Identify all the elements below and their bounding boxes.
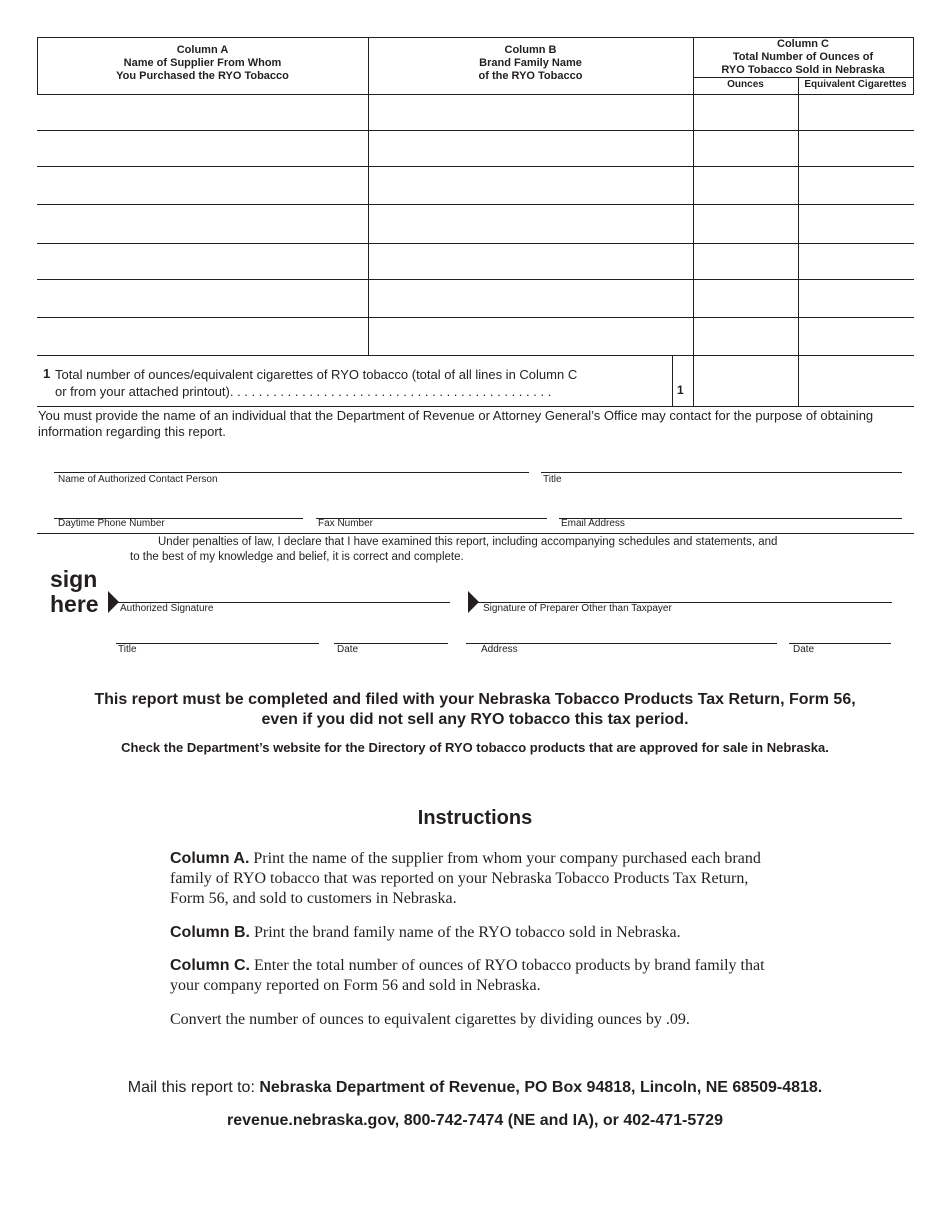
contact-line: revenue.nebraska.gov, 800-742-7474 (NE and IA), or 402-471-5729 (227, 1112, 723, 1129)
preparer-signature-field[interactable] (477, 584, 892, 603)
preparer-signature-label: Signature of Preparer Other than Taxpayer (483, 603, 672, 614)
instruction-col-b (170, 923, 780, 943)
mail-address: Nebraska Department of Revenue, PO Box 94818, Lincoln, NE 68509-4818. (259, 1079, 823, 1096)
equivalent-cell[interactable] (799, 280, 913, 317)
authorized-signature-field[interactable] (116, 584, 450, 603)
instruction-col-b-text: Print the brand family name of the RYO tobacco sold in Nebraska. (254, 924, 681, 941)
contact-name-label: Name of Authorized Contact Person (58, 474, 218, 485)
ounces-cell[interactable] (694, 318, 798, 355)
here-word: here (50, 591, 99, 617)
equivalent-cell[interactable] (799, 205, 913, 243)
instructions-heading: Instructions (417, 807, 533, 829)
col-b-line1: Brand Family Name (479, 57, 582, 69)
instruction-col-a-text: Print the name of the supplier from whom your company purchased each brand family of RYO tobacco that was reported on your Nebraska Tobacco Products Tax Return, Form 56, and sold to customers in Nebraska. (170, 850, 761, 907)
ounces-cell[interactable] (694, 167, 798, 204)
declaration-line-1: Under penalties of law, I declare that I have examined this report, including accompanying schedules and statements, and (158, 536, 778, 548)
line-1-text-a: Total number of ounces/equivalent cigarettes of RYO tobacco (total of all lines in Column C (55, 367, 578, 382)
supplier-cell[interactable] (38, 280, 368, 317)
notice-check: Check the Department’s website for the Directory of RYO tobacco products that are approved for sale in Nebraska. (121, 740, 829, 755)
fax-label: Fax Number (318, 518, 374, 529)
line-1-box-number: 1 (677, 383, 684, 397)
col-c-equiv-header: Equivalent Cigarettes (804, 79, 907, 90)
mail-line (0, 1078, 950, 1098)
col-c-title: Column C (777, 38, 829, 50)
brand-cell[interactable] (369, 244, 693, 279)
preparer-date-label: Date (793, 644, 815, 655)
phone-label: Daytime Phone Number (58, 518, 165, 529)
line-1-text-b: or from your attached printout). . . . . . . . . . . . . . . . . . . . . . . . . . . . . . . . . . . . . . . . . . . . . (55, 384, 552, 399)
equivalent-cell[interactable] (799, 131, 913, 166)
phone-field[interactable] (54, 500, 303, 519)
brand-cell[interactable] (369, 167, 693, 204)
col-a-header (37, 44, 368, 83)
supplier-cell[interactable] (38, 318, 368, 355)
instruction-col-a-label: Column A. (170, 850, 250, 867)
ounces-cell[interactable] (694, 244, 798, 279)
notice-line-2: even if you did not sell any RYO tobacco this tax period. (261, 711, 689, 728)
supplier-cell[interactable] (38, 131, 368, 166)
instruction-col-c-label: Column C. (170, 957, 250, 974)
equivalent-cell[interactable] (799, 244, 913, 279)
preparer-date-field[interactable] (789, 625, 891, 644)
line-1-equivalent-input[interactable] (799, 357, 913, 406)
signer-date-label: Date (337, 644, 359, 655)
ounces-cell[interactable] (694, 95, 798, 130)
brand-cell[interactable] (369, 131, 693, 166)
fax-field[interactable] (316, 500, 547, 519)
col-b-title: Column B (504, 44, 557, 56)
line-1-ounces-input[interactable] (694, 357, 798, 406)
col-a-title: Column A (176, 44, 229, 56)
col-a-line2: You Purchased the RYO Tobacco (116, 70, 289, 82)
signer-title-label: Title (118, 644, 137, 655)
brand-cell[interactable] (369, 95, 693, 130)
supplier-cell[interactable] (38, 244, 368, 279)
preparer-address-field[interactable] (466, 625, 777, 644)
brand-cell[interactable] (369, 280, 693, 317)
instruction-col-a (170, 849, 780, 909)
preparer-address-label: Address (481, 644, 518, 655)
col-c-line1: Total Number of Ounces of (732, 51, 874, 63)
supplier-cell[interactable] (38, 167, 368, 204)
line-1-number: 1 (43, 366, 51, 381)
contact-title-field[interactable] (541, 454, 902, 473)
instruction-col-b-label: Column B. (170, 924, 250, 941)
col-c-line2: RYO Tobacco Sold in Nebraska (721, 64, 885, 76)
equivalent-cell[interactable] (799, 95, 913, 130)
authorized-signature-label: Authorized Signature (120, 603, 214, 614)
col-c-header (693, 38, 913, 77)
instruction-col-c (170, 956, 780, 996)
equivalent-cell[interactable] (799, 167, 913, 204)
brand-cell[interactable] (369, 205, 693, 243)
signer-title-field[interactable] (116, 625, 319, 644)
ounces-cell[interactable] (694, 205, 798, 243)
signer-date-field[interactable] (334, 625, 448, 644)
col-c-ounces-header: Ounces (727, 79, 764, 90)
col-a-line1: Name of Supplier From Whom (123, 57, 282, 69)
instruction-col-c-text: Enter the total number of ounces of RYO tobacco products by brand family that your company reported on Form 56 and sold in Nebraska. (170, 957, 765, 994)
supplier-cell[interactable] (38, 205, 368, 243)
email-field[interactable] (559, 500, 902, 519)
brand-cell[interactable] (369, 318, 693, 355)
mail-prefix: Mail this report to: (127, 1079, 255, 1096)
instruction-convert: Convert the number of ounces to equivalent cigarettes by dividing ounces by .09. (170, 1011, 690, 1028)
notice-line-1: This report must be completed and filed with your Nebraska Tobacco Products Tax Return, Form 56, (94, 691, 856, 708)
sign-word: sign (50, 566, 98, 592)
email-label: Email Address (561, 518, 625, 529)
declaration-line-2: to the best of my knowledge and belief, it is correct and complete. (130, 551, 464, 563)
equivalent-cell[interactable] (799, 318, 913, 355)
supplier-cell[interactable] (38, 95, 368, 130)
contact-notice: You must provide the name of an individual that the Department of Revenue or Attorney General’s Office may contact for the purpose of obtaining information regarding this report. (38, 408, 874, 439)
ounces-cell[interactable] (694, 131, 798, 166)
contact-title-label: Title (543, 474, 562, 485)
ounces-cell[interactable] (694, 280, 798, 317)
contact-name-field[interactable] (54, 454, 529, 473)
col-b-header (368, 44, 693, 83)
col-b-line2: of the RYO Tobacco (478, 70, 583, 82)
